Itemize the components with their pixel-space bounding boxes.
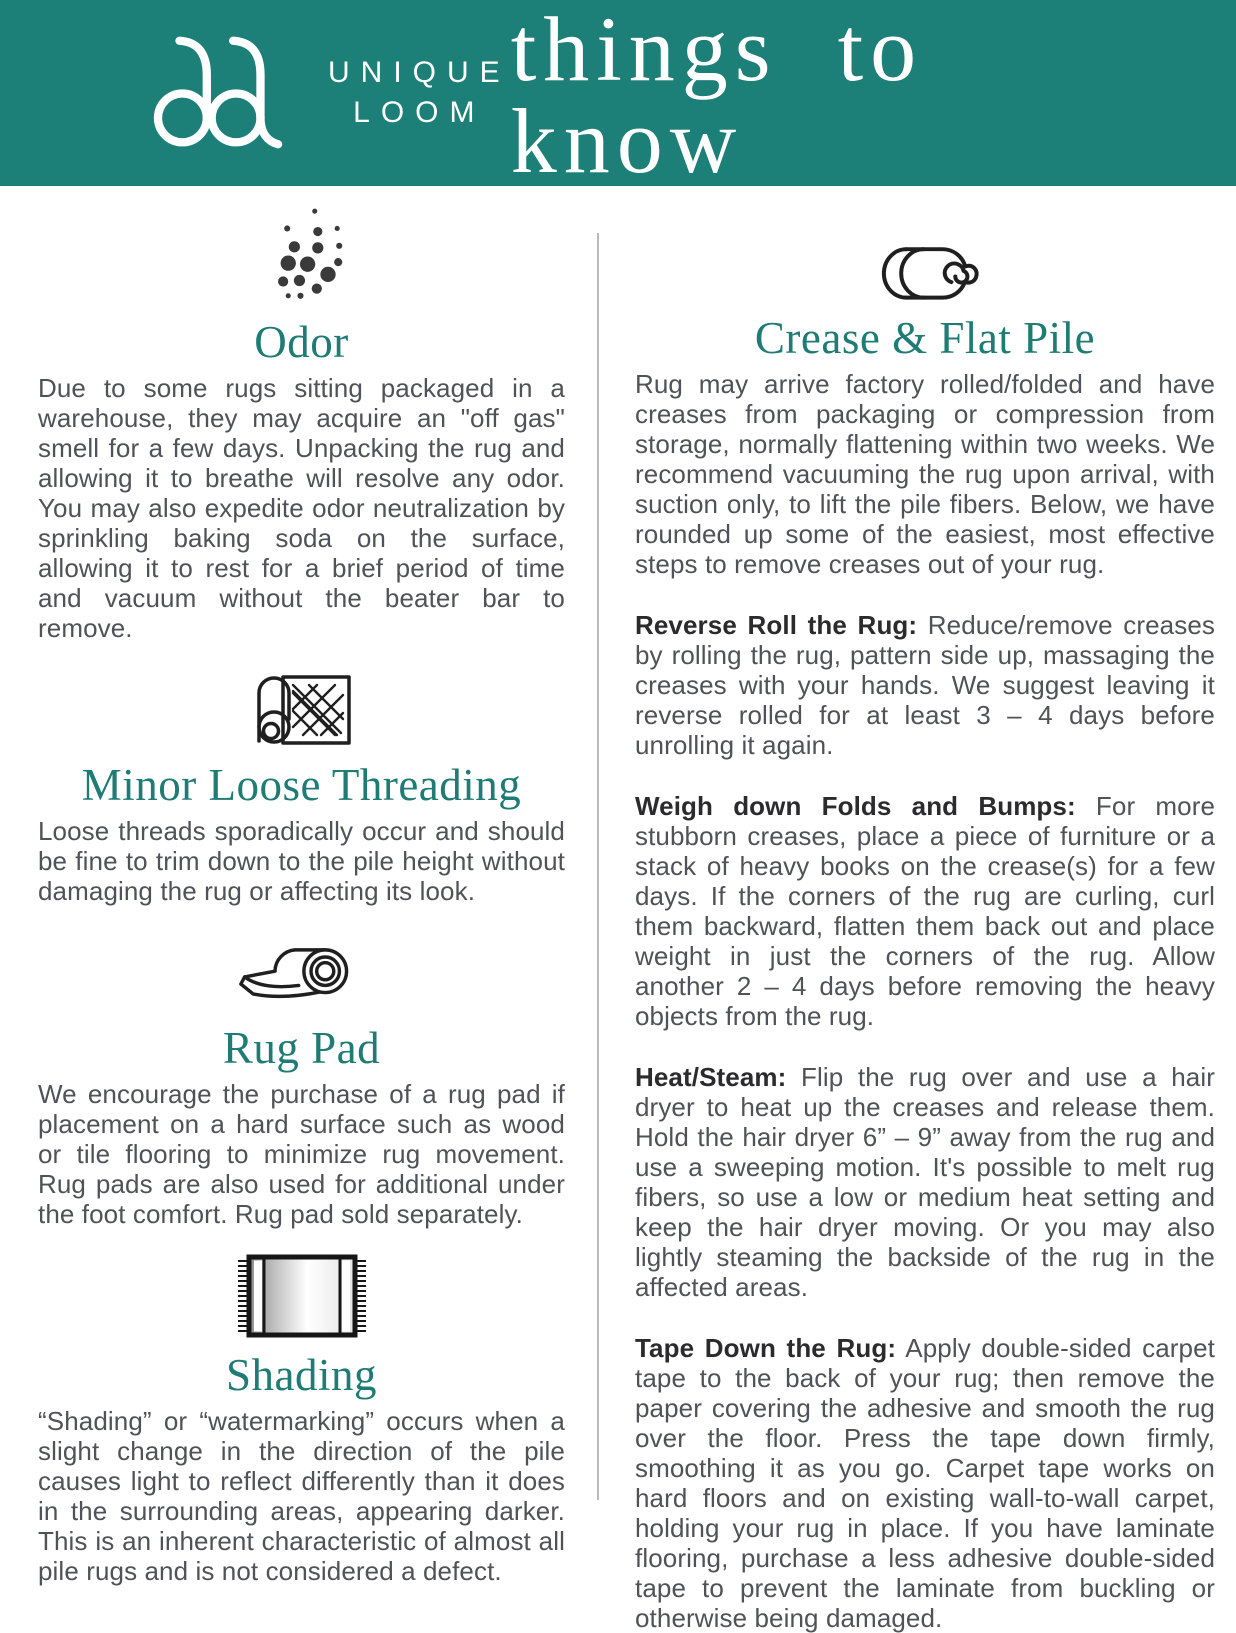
shading-heading: Shading (225, 1350, 377, 1400)
rugpad-heading: Rug Pad (222, 1023, 381, 1073)
tip-heat-steam-text: Flip the rug over and use a hair dryer to heat up the creases and release them. Hold the hair dryer 6” – 9” away from the rug and use a sweeping motion. It's possible to melt rug fibers, so use a low or medium heat setting and keep the hair dryer moving. Or you may also lightly steaming the backside of the rug in the affected areas. (635, 1062, 1215, 1302)
tip-weigh-down (635, 791, 1215, 1031)
tip-tape-down-text: Apply double-sided carpet tape to the back of your rug; then remove the paper covering the adhesive and smooth the rug over the floor. Press the tape down firmly, smoothing it as you go. Carpet tape works on hard floors and on existing wall-to-wall carpet, holding your rug in place. If you have laminate flooring, purchase a less adhesive double-sided tape to prevent the laminate from buckling or otherwise being damaged. (635, 1333, 1215, 1633)
odor-heading: Odor (254, 317, 349, 367)
tip-reverse-roll-label: Reverse Roll the Rug: (635, 610, 918, 640)
fringed-rug-icon (236, 1253, 368, 1339)
brand-name-line2: LOOM (353, 96, 486, 129)
tip-heat-steam-label: Heat/Steam: (635, 1062, 787, 1092)
threading-section-iconwrap (38, 657, 565, 749)
brand-name (328, 53, 511, 133)
odor-body-text: Due to some rugs sitting packaged in a warehouse, they may acquire an "off gas" smell for a few days. Unpacking the rug and allowing it to breathe will resolve any odor. You may also expedite odor neutralization by sprinkling baking soda on the surface, allowing it to rest for a brief period of time and vacuum without the beater bar to remove. (38, 373, 565, 643)
shading-body-text: “Shading” or “watermarking” occurs when a slight change in the direction of the pile causes light to reflect differently than it does in the surrounding areas, appearing darker. This is an inherent characteristic of almost all pile rugs and is not considered a defect. (38, 1406, 565, 1586)
shading-section-iconwrap (38, 1251, 565, 1339)
tip-tape-down-label: Tape Down the Rug: (635, 1333, 897, 1363)
rolled-rug-crosshatch-icon (246, 659, 358, 749)
page-title: things to know (510, 0, 924, 192)
tip-heat-steam (635, 1062, 1215, 1302)
odor-dots-icon (252, 204, 352, 306)
tip-tape-down (635, 1333, 1215, 1633)
tip-reverse-roll (635, 610, 1215, 760)
rugpad-section-iconwrap (38, 932, 565, 1012)
rugpad-body-text: We encourage the purchase of a rug pad if placement on a hard surface such as wood or tile flooring to minimize rug movement. Rug pads are also used for additional under the foot comfort. Rug pad sold separately. (38, 1079, 565, 1229)
crease-heading: Crease & Flat Pile (754, 313, 1096, 363)
unique-loom-dd-logo-icon (124, 32, 314, 154)
brand-logo (124, 32, 511, 154)
content-area (0, 186, 1236, 1633)
column-divider (597, 233, 599, 1500)
brand-name-line1: UNIQUE (328, 56, 511, 89)
tip-weigh-down-text: For more stubborn creases, place a piece of furniture or a stack of heavy books on the crease(s) for a few days. If the corners of the rug are curling, curl them backward, flatten them back out and place weight in just the corners of the rug. Allow another 2 – 4 days before removing the heavy objects from the rug. (635, 791, 1216, 1031)
left-column (0, 186, 598, 1633)
odor-section-iconwrap (38, 204, 565, 306)
threading-body-text: Loose threads sporadically occur and should be fine to trim down to the pile height without damaging the rug or affecting its look. (38, 816, 565, 906)
tip-reverse-roll-text: Reduce/remove creases by rolling the rug, pattern side up, massaging the creases with your hands. We suggest leaving it reverse rolled for at least 3 – 4 days before unrolling it again. (635, 610, 1215, 760)
crease-section-iconwrap (635, 244, 1215, 302)
threading-heading: Minor Loose Threading (81, 760, 522, 810)
tip-weigh-down-label: Weigh down Folds and Bumps: (635, 791, 1076, 821)
right-column (598, 186, 1236, 1633)
rug-pad-roll-icon (238, 938, 366, 1012)
crease-intro-text: Rug may arrive factory rolled/folded and have creases from packaging or compression from storage, normally flattening within two weeks. We recommend vacuuming the rug upon arrival, with suction only, to lift the pile fibers. Below, we have rounded up some of the easiest, most effective steps to remove creases out of your rug. (635, 369, 1215, 579)
rolled-rug-side-icon (859, 244, 991, 302)
header-banner (0, 0, 1236, 192)
